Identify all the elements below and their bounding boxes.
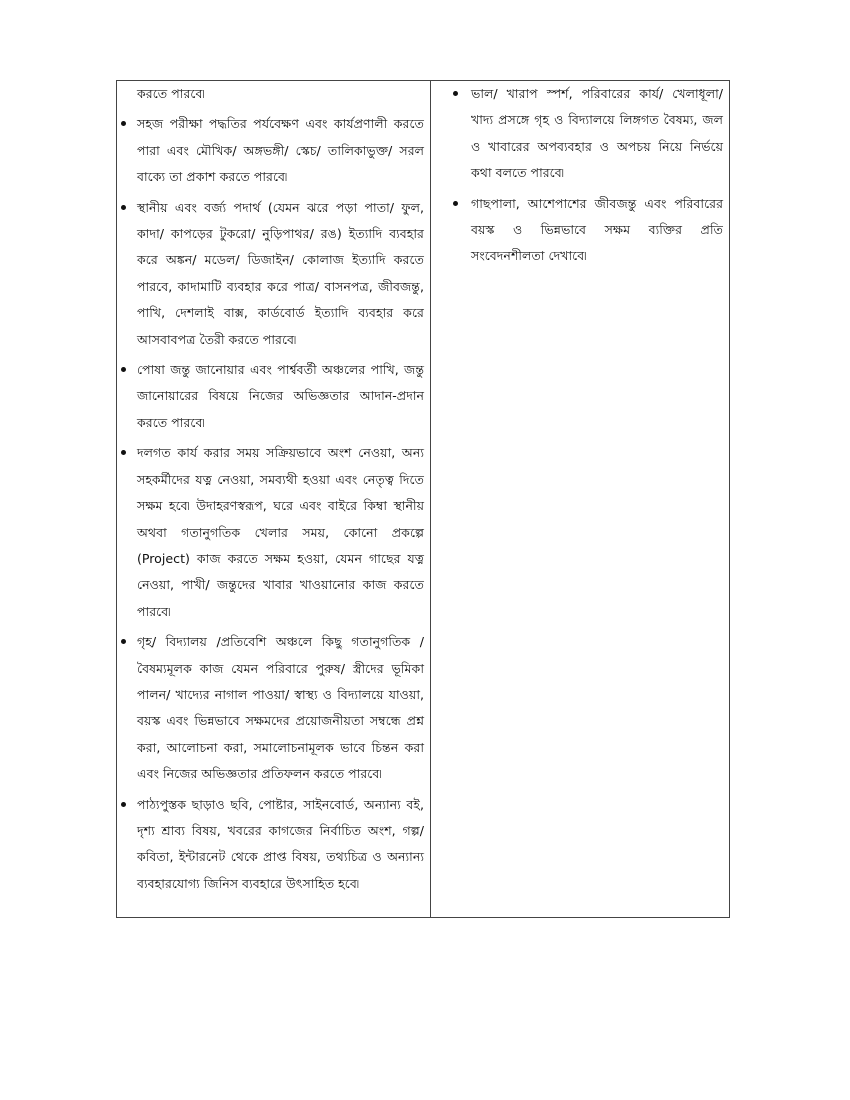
bullet-icon bbox=[121, 205, 126, 210]
list-item-text: স্থানীয় এবং বর্জ্য পদার্থ (যেমন ঝরে পড়া পাতা/ ফুল, কাদা/ কাপড়ের টুকরো/ নুড়িপাথর/ রঙ) ইত্যাদি ব্যবহার করে অঙ্কন/ মডেল/ ডিজাইন/ কোলাজ ইত্যাদি করতে পারবে, কাদামাটি ব্যবহার করে পাত্র/ বাসনপত্র, জীবজন্তু, পাখি, দেশলাই বাক্স, কার্ডবোর্ড ইত্যাদি ব্যবহার করে আসবাবপত্র তৈরী করতে পারবে৷ bbox=[137, 199, 424, 347]
list-item-text: গৃহ/ বিদ্যালয় /প্রতিবেশি অঞ্চলে কিছু গতানুগতিক / বৈষম্যমূলক কাজ যেমন পরিবারে পুরুষ/ স্ত্রীদের ভূমিকা পালন/ খাদ্যের নাগাল পাওয়া/ স্বাস্থ্য ও বিদ্যালয়ে যাওয়া, বয়স্ক এবং ভিন্নভাবে সক্ষমদের প্রয়োজনীয়তা সম্বন্ধে প্রশ্ন করা, আলোচনা করা, সমালোচনামূলক ভাবে চিন্তন করা এবং নিজের অভিজ্ঞতার প্রতিফলন করতে পারবে৷ bbox=[137, 634, 424, 782]
list-item-text: সহজ পরীক্ষা পদ্ধতির পর্যবেক্ষণ এবং কার্যপ্রণালী করতে পারা এবং মৌখিক/ অঙ্গভঙ্গী/ স্কেচ/ তালিকাভুক্ত/ সরল বাক্যে তা প্রকাশ করতে পারবে৷ bbox=[137, 116, 424, 185]
list-item bbox=[117, 111, 424, 190]
continuation-text: করতে পারবে৷ bbox=[137, 86, 205, 101]
list-item-text: গাছপালা, আশেপাশের জীবজন্তু এবং পরিবারের বয়স্ক ও ভিন্নভাবে সক্ষম ব্যক্তির প্রতি সংবেদনশীলতা দেখাবে৷ bbox=[471, 195, 723, 264]
list-item bbox=[117, 357, 424, 436]
list-item bbox=[117, 792, 424, 898]
list-item-text: পোষা জন্তু জানোয়ার এবং পার্শ্ববর্তী অঞ্চলের পাখি, জন্তু জানোয়ারের বিষয়ে নিজের অভিজ্ঞতার আদান-প্রদান করতে পারবে৷ bbox=[137, 362, 424, 430]
bullet-icon bbox=[121, 367, 126, 372]
list-item bbox=[117, 629, 424, 787]
bullet-icon bbox=[121, 121, 126, 126]
list-item-text: দলগত কার্য করার সময় সক্রিয়ভাবে অংশ নেওয়া, অন্য সহকর্মীদের যত্ন নেওয়া, সমব্যথী হওয়া এবং নেতৃত্ব দিতে সক্ষম হবে৷ উদাহরণস্বরূপ, ঘরে এবং বাইরে কিম্বা স্থানীয় অথবা গতানুগতিক খেলার সময়, কোনো প্রকল্পে (Project) কাজ করতে সক্ষম হওয়া, যেমন গাছের যত্ন নেওয়া, পাখী/ জন্তুদের খাবার খাওয়ানোর কাজ করতে পারবে৷ bbox=[137, 445, 424, 619]
content-table bbox=[116, 80, 730, 918]
bullet-icon bbox=[121, 450, 126, 455]
list-item bbox=[117, 195, 424, 353]
bullet-icon bbox=[121, 639, 126, 644]
list-item bbox=[431, 191, 723, 270]
bullet-icon bbox=[453, 201, 458, 206]
left-column bbox=[117, 81, 431, 917]
right-column bbox=[431, 81, 729, 917]
list-item bbox=[431, 81, 723, 187]
list-item-text: পাঠ্যপুস্তক ছাড়াও ছবি, পোষ্টার, সাইনবোর্ড, অন্যান্য বই, দৃশ্য শ্রাব্য বিষয়, খবরের কাগজের নির্বাচিত অংশ, গল্প/ কবিতা, ইন্টারনেট থেকে প্রাপ্ত বিষয়, তথ্যচিত্র ও অন্যান্য ব্যবহারযোগ্য জিনিস ব্যবহারে উৎসাহিত হবে৷ bbox=[137, 796, 424, 891]
bullet-icon bbox=[453, 91, 458, 96]
list-item-text: ভাল/ খারাপ স্পর্শ, পরিবারের কার্য/ খেলাধূলা/ খাদ্য প্রসঙ্গে গৃহ ও বিদ্যালয়ে লিঙ্গগত বৈষম্য, জল ও খাবারের অপব্যবহার ও অপচয় নিয়ে নির্ভয়ে কথা বলতে পারবে৷ bbox=[471, 86, 723, 181]
list-item bbox=[117, 440, 424, 625]
bullet-icon bbox=[121, 802, 126, 807]
